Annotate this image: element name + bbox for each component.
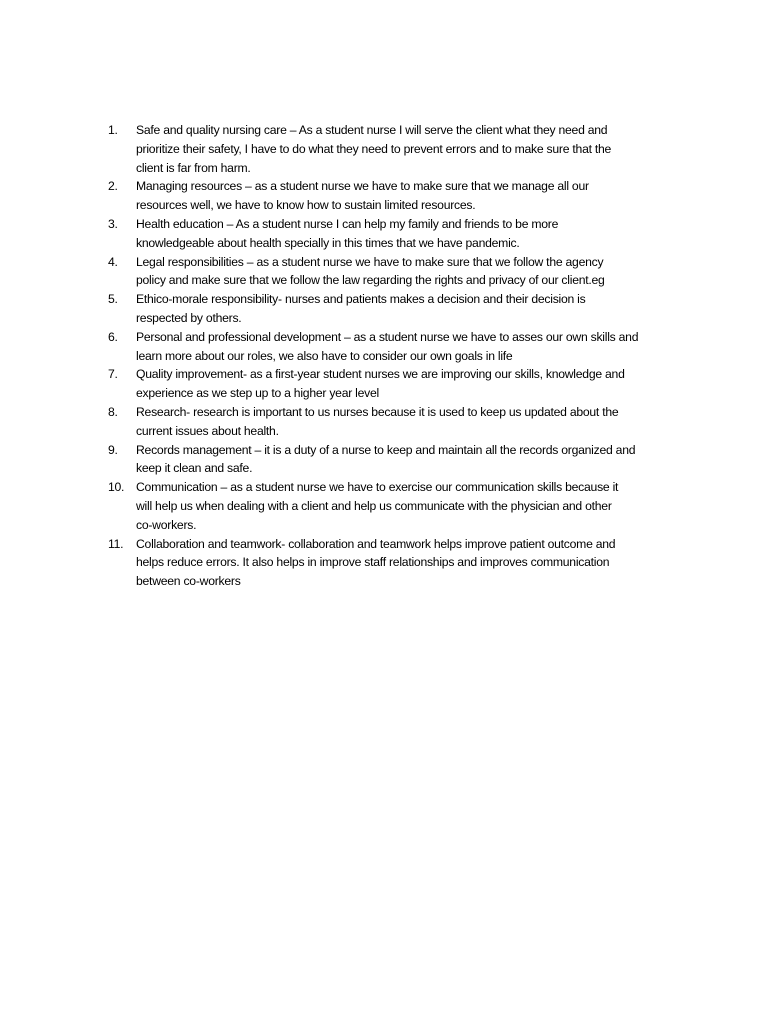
text-line: between co-workers [136, 574, 241, 589]
list-item [108, 365, 688, 403]
text-line: experience as we step up to a higher year level [136, 386, 379, 401]
list-item-text [136, 478, 688, 534]
text-line: client is far from harm. [136, 160, 251, 175]
list-item [108, 535, 688, 591]
list-item [108, 177, 688, 215]
text-line: Quality improvement- as a first-year student nurses we are improving our skills, knowledge and [136, 367, 625, 382]
list-item [108, 328, 688, 366]
list-item-text [136, 290, 688, 328]
text-line: prioritize their safety, I have to do what they need to prevent errors and to make sure that the [136, 141, 612, 156]
list-item-text [136, 328, 688, 366]
text-line: Safe and quality nursing care – As a student nurse I will serve the client what they need and [136, 123, 608, 137]
text-line: learn more about our roles, we also have to consider our own goals in life [136, 348, 513, 363]
text-line: Ethico-morale responsibility- nurses and patients makes a decision and their decision is [136, 292, 586, 307]
list-item-number: 6. [108, 329, 118, 344]
list-item [108, 253, 688, 291]
text-line: keep it clean and safe. [136, 461, 253, 476]
list-item-number: 3. [108, 216, 118, 231]
list-item-number: 8. [108, 404, 118, 419]
list-item-text [136, 441, 688, 479]
list-item-text [136, 403, 688, 441]
list-item [108, 215, 688, 253]
list-item [108, 121, 688, 177]
text-line: will help us when dealing with a client and help us communicate with the physician and other [136, 498, 612, 513]
list-item-number: 4. [108, 254, 118, 269]
list-item-text [136, 365, 688, 403]
list-item-number: 5. [108, 292, 118, 307]
text-line: respected by others. [136, 310, 242, 325]
text-line: Records management – it is a duty of a nurse to keep and maintain all the records organized and [136, 442, 636, 457]
text-line: Personal and professional development – as a student nurse we have to asses our own skills and [136, 329, 639, 344]
text-line: Managing resources – as a student nurse we have to make sure that we manage all our [136, 179, 589, 194]
numbered-list [108, 121, 688, 591]
list-item-text [136, 535, 688, 591]
list-item-number: 1. [108, 123, 118, 137]
text-line: current issues about health. [136, 423, 279, 438]
text-line: Research- research is important to us nurses because it is used to keep us updated about the [136, 404, 619, 419]
list-item-number: 11. [108, 536, 124, 551]
text-line: Collaboration and teamwork- collaboration and teamwork helps improve patient outcome and [136, 536, 616, 551]
list-item-text [136, 121, 688, 177]
text-line: knowledgeable about health specially in this times that we have pandemic. [136, 235, 520, 250]
list-item-text [136, 215, 688, 253]
list-item [108, 478, 688, 534]
list-item-number: 9. [108, 442, 118, 457]
text-line: Health education – As a student nurse I can help my family and friends to be more [136, 216, 559, 231]
text-line: co-workers. [136, 517, 197, 532]
list-item-number: 10. [108, 480, 125, 495]
text-line: policy and make sure that we follow the law regarding the rights and privacy of our client.eg [136, 273, 605, 288]
text-line: resources well, we have to know how to sustain limited resources. [136, 198, 476, 213]
list-item [108, 403, 688, 441]
list-item-number: 7. [108, 367, 118, 382]
list-item [108, 290, 688, 328]
list-item-number: 2. [108, 179, 118, 194]
list-item-text [136, 253, 688, 291]
text-line: helps reduce errors. It also helps in improve staff relationships and improves communication [136, 555, 610, 570]
list-item-text [136, 177, 688, 215]
text-line: Communication – as a student nurse we have to exercise our communication skills because it [136, 480, 619, 495]
text-line: Legal responsibilities – as a student nurse we have to make sure that we follow the agency [136, 254, 604, 269]
list-item [108, 441, 688, 479]
